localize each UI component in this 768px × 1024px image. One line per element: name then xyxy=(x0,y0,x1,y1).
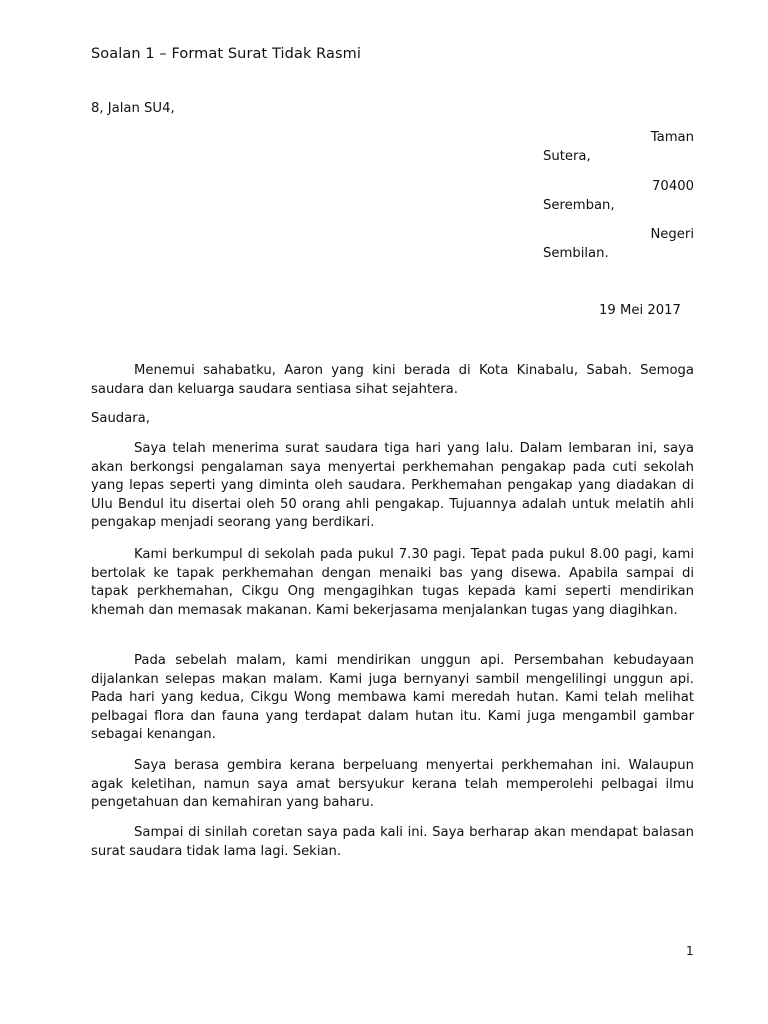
body-paragraph-1: Saya telah menerima surat saudara tiga hari yang lalu. Dalam lembaran ini, saya akan berkongsi pengalaman saya menyertai perkhemahan pengakap pada cuti sekolah yang lepas seperti yang diminta oleh saudara. Perkhemahan pengakap yang diadakan di Ulu Bendul itu disertai oleh 50 orang ahli pengakap. Tujuannya adalah untuk melatih ahli pengakap menjadi seorang yang berdikari. xyxy=(91,441,694,531)
body-paragraph-2: Kami berkumpul di sekolah pada pukul 7.30 pagi. Tepat pada pukul 8.00 pagi, kami bertolak ke tapak perkhemahan dengan menaiki bas yang disewa. Apabila sampai di tapak perkhemahan, Cikgu Ong mengagihkan tugas kepada kami seperti mendirikan khemah dan memasak makanan. Kami bekerjasama menjalankan tugas yang diagihkan. xyxy=(91,547,694,618)
body-paragraph-3: Pada sebelah malam, kami mendirikan unggun api. Persembahan kebudayaan dijalankan selepas makan malam. Kami juga bernyanyi sambil mengelilingi unggun api. Pada hari yang kedua, Cikgu Wong membawa kami meredah hutan. Kami telah melihat pelbagai flora dan fauna yang terdapat dalam hutan itu. Kami juga mengambil gambar sebagai kenangan. xyxy=(91,653,694,743)
address-line-3a: 70400 xyxy=(652,179,694,194)
page-number: 1 xyxy=(686,944,694,958)
address-line-2a: Taman xyxy=(650,130,694,145)
address-line-1: 8, Jalan SU4, xyxy=(91,101,175,116)
page-title: Soalan 1 – Format Surat Tidak Rasmi xyxy=(91,46,361,62)
address-line-3b: Seremban, xyxy=(543,198,615,213)
salutation: Saudara, xyxy=(91,411,150,426)
address-line-2 xyxy=(543,128,694,166)
address-line-4a: Negeri xyxy=(650,227,694,242)
opening-paragraph: Menemui sahabatku, Aaron yang kini berada di Kota Kinabalu, Sabah. Semoga saudara dan keluarga saudara sentiasa sihat sejahtera. xyxy=(91,363,694,397)
body-paragraph-4: Saya berasa gembira kerana berpeluang menyertai perkhemahan ini. Walaupun agak keletihan, namun saya amat bersyukur kerana telah memperolehi pelbagai ilmu pengetahuan dan kemahiran yang baharu. xyxy=(91,758,694,811)
address-line-4b: Sembilan. xyxy=(543,246,609,261)
body-paragraph-5: Sampai di sinilah coretan saya pada kali ini. Saya berharap akan mendapat balasan surat saudara tidak lama lagi. Sekian. xyxy=(91,825,694,859)
address-line-3 xyxy=(543,177,694,215)
letter-date: 19 Mei 2017 xyxy=(599,303,681,318)
address-line-4 xyxy=(543,225,694,263)
address-line-2b: Sutera, xyxy=(543,149,591,164)
